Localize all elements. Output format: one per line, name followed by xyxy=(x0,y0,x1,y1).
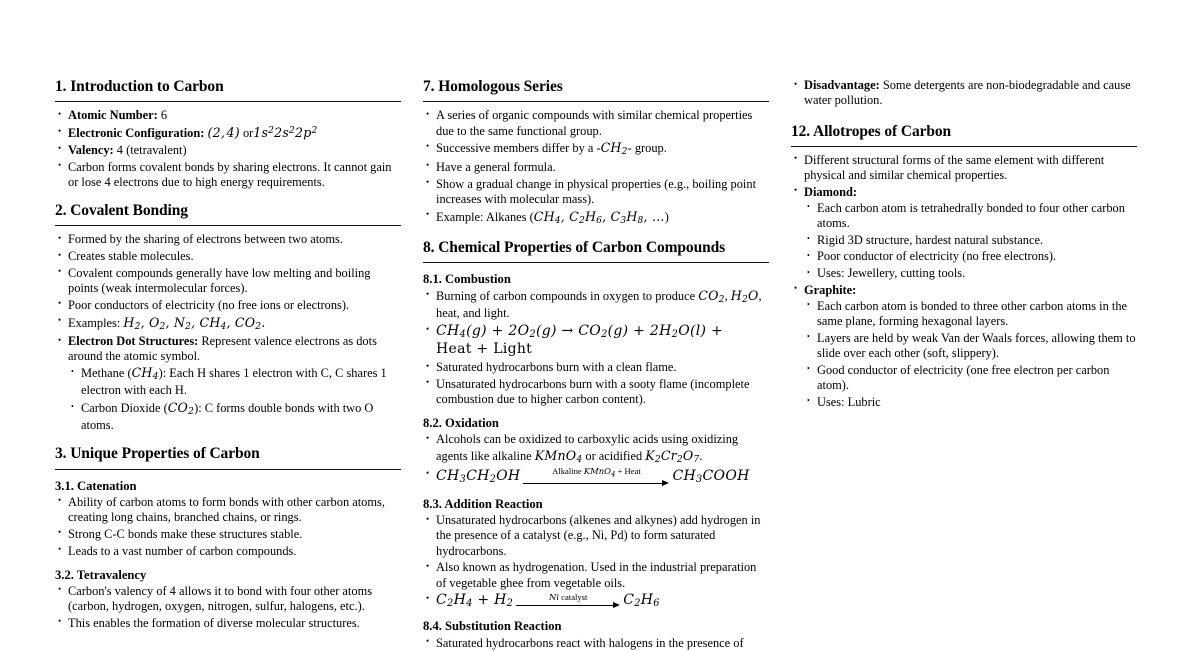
list-item: • Creates stable molecules. xyxy=(55,249,401,264)
bullet-list xyxy=(55,584,401,631)
list-item: • A series of organic compounds with similar chemical properties due to the same functional group. xyxy=(423,108,769,139)
combustion-equation-math: • $CH_4(g) + 2O_2(g) \to CO_2(g) + 2H_2O(l)$ + xyxy=(436,323,724,341)
list-item: • Unsaturated hydrocarbons burn with a sooty flame (incomplete combustion due to higher carbon content). xyxy=(423,377,769,408)
list-item: • Show a gradual change in physical properties (e.g., boiling point increases with molecular mass). xyxy=(423,177,769,208)
methane-formula-math: $CH_4$ xyxy=(131,365,159,383)
sub-bullet-list xyxy=(804,299,1137,410)
section-heading: 12. Allotropes of Carbon xyxy=(791,122,952,140)
list-item xyxy=(791,78,1137,109)
list-item: • Ability of carbon atoms to form bonds with other carbon atoms, creating long chains, branched chains, or rings. xyxy=(55,495,401,526)
sub-item-suffix: ): Each H shares 1 electron with C, C shares 1 electron with each H. xyxy=(81,366,387,398)
section-heading: 8. Chemical Properties of Carbon Compounds xyxy=(423,238,726,256)
section-homologous-series xyxy=(423,78,769,227)
heading-rule xyxy=(423,262,769,263)
sub-list-item: • Uses: Jewellery, cutting tools. xyxy=(804,266,1137,281)
item-prefix: Example: Alkanes ( xyxy=(436,209,534,224)
section-heading: 3. Unique Properties of Carbon xyxy=(55,445,260,463)
sub-bullet-list xyxy=(804,201,1137,282)
sub-item-prefix: Methane ( xyxy=(81,366,132,381)
item-label: Electronic Configuration: xyxy=(68,126,205,141)
item-prefix: Burning of carbon compounds in oxygen to produce xyxy=(436,289,696,304)
examples-formulas-math: $H_2$, $O_2$, $N_2$, $CH_4$, $CO_2$. xyxy=(123,314,266,332)
item-suffix: . xyxy=(699,448,703,463)
bullet-list xyxy=(423,432,769,488)
reaction-arrow-label xyxy=(523,467,669,479)
sub-item-suffix: ): C forms double bonds with two O atoms. xyxy=(81,401,374,433)
subsection-heading-substitution-reaction: 8.4. Substitution Reaction xyxy=(423,619,562,634)
item-prefix: Successive members differ by a - xyxy=(436,141,601,156)
list-item xyxy=(55,125,401,141)
item-label: Valency: xyxy=(68,142,114,157)
bullet-list xyxy=(423,636,769,651)
oxidation-product-math: $CH_3COOH$ xyxy=(672,468,750,486)
bullet-list xyxy=(423,288,769,407)
column-1 xyxy=(55,78,401,630)
arrow-label-reagent: KMnO$_4$ xyxy=(583,466,616,479)
bullet-list xyxy=(791,78,1137,109)
section-unique-properties-of-carbon xyxy=(55,445,401,631)
item-suffix: ) xyxy=(664,209,669,224)
list-item: • Poor conductors of electricity (no free ions or electrons). xyxy=(55,298,401,313)
list-item xyxy=(423,140,769,158)
bullet-list xyxy=(423,108,769,227)
arrow-label-heat: + Heat xyxy=(617,466,641,477)
list-item xyxy=(423,432,769,465)
list-item: • Strong C-C bonds make these structures stable. xyxy=(55,527,401,542)
list-item-diamond xyxy=(791,185,1137,282)
k2cr2o7-formula-math: $K_2Cr_2O_7$ xyxy=(645,447,700,465)
subsection-heading-oxidation: 8.2. Oxidation xyxy=(423,416,499,431)
bullet-list xyxy=(55,495,401,559)
item-middle: or acidified xyxy=(585,448,643,463)
bullet-list xyxy=(423,513,769,610)
item-label: Diamond: xyxy=(804,184,858,199)
reaction-arrow-oxidation xyxy=(523,467,669,488)
subsection-heading-combustion: 8.1. Combustion xyxy=(423,272,511,287)
item-value: 6 xyxy=(160,108,168,123)
list-item-equation xyxy=(423,467,769,488)
item-suffix: , heat, and light. xyxy=(436,289,762,321)
section-allotropes-of-carbon xyxy=(791,123,1137,410)
item-label: Disadvantage: xyxy=(804,78,880,92)
h2o-formula-math: $H_2O$ xyxy=(730,288,759,306)
section-covalent-bonding xyxy=(55,202,401,433)
sub-list-item: • Uses: Lubric xyxy=(804,395,1137,410)
heading-rule xyxy=(55,101,401,102)
list-item: • Leads to a vast number of carbon compounds. xyxy=(55,544,401,559)
heading-rule xyxy=(55,469,401,470)
list-item: • Unsaturated hydrocarbons (alkenes and alkynes) add hydrogen in the presence of a catalyst (e.g., Ni, Pd) to form saturated hydrocarbons. xyxy=(423,513,769,559)
item-value: Some detergents are non-biodegradable and cause water pollution. xyxy=(804,78,1131,108)
sub-list-item: • Each carbon atom is bonded to three other carbon atoms in the same plane, forming hexagonal layers. xyxy=(804,299,1137,330)
subsection-heading-addition-reaction: 8.3. Addition Reaction xyxy=(423,496,543,511)
list-item xyxy=(55,143,401,158)
arrow-glyph-icon xyxy=(523,480,669,488)
list-item: • Carbon's valency of 4 allows it to bond with four other atoms (carbon, hydrogen, oxygen, nitrogen, sulfur, halogens, etc.). xyxy=(55,584,401,615)
alkane-series-math: $CH_4$, $C_2H_6$, $C_3H_8$, … xyxy=(533,208,665,226)
bullet-list xyxy=(791,153,1137,410)
list-item xyxy=(55,334,401,433)
item-suffix: - group. xyxy=(627,141,667,156)
sub-list-item: • Each carbon atom is tetrahedrally bonded to four other carbon atoms. xyxy=(804,201,1137,232)
electron-configuration-math: (2, 4) xyxy=(207,125,240,141)
orbital-notation-math: $1s^22s^22p^2$ xyxy=(253,125,318,141)
list-item-graphite xyxy=(791,283,1137,410)
section-chemical-properties-of-carbon-compounds xyxy=(423,239,769,651)
heading-rule xyxy=(55,225,401,226)
list-item: • This enables the formation of diverse molecular structures. xyxy=(55,616,401,631)
reaction-arrow-addition xyxy=(516,593,620,611)
subsection-heading-catenation: 3.1. Catenation xyxy=(55,478,137,493)
sub-list-item: • Poor conductor of electricity (no free electrons). xyxy=(804,249,1137,264)
list-item: • Carbon forms covalent bonds by sharing electrons. It cannot gain or lose 4 electrons due to high energy requirements. xyxy=(55,160,401,191)
list-item: • Burning of carbon compounds in oxygen to produce $CO_2$, $H_2O$, heat, and light. xyxy=(423,288,769,321)
combustion-equation-math-line2: Heat + Light xyxy=(436,341,533,358)
item-prefix: Examples: xyxy=(68,315,121,330)
co2-formula-math: $CO_2$ xyxy=(698,288,725,306)
heading-rule xyxy=(791,146,1137,147)
list-item xyxy=(423,209,769,227)
addition-product-math: $C_2H_6$ xyxy=(623,592,660,610)
arrow-label-text: Alkaline xyxy=(552,466,582,477)
item-prefix: Alcohols can be oxidized to carboxylic acids using oxidizing agents like alkaline xyxy=(436,432,739,463)
item-label: Atomic Number: xyxy=(68,108,158,123)
conjunction: or xyxy=(242,126,254,141)
column-3 xyxy=(791,78,1137,626)
item-value: Represent valence electrons as dots around the atomic symbol. xyxy=(68,334,377,364)
list-item-equation xyxy=(423,592,769,610)
section-introduction-to-carbon xyxy=(55,78,401,190)
arrow-label-catalyst: Ni xyxy=(549,591,560,602)
sub-list-item: • Good conductor of electricity (one free electron per carbon atom). xyxy=(804,363,1137,394)
subsection-heading-tetravalency: 3.2. Tetravalency xyxy=(55,567,147,582)
addition-reactant-math: $C_2H_4 + H_2$ xyxy=(436,592,514,610)
bullet-list xyxy=(55,108,401,190)
item-label: Electron Dot Structures: xyxy=(68,334,199,349)
sub-item-prefix: Carbon Dioxide ( xyxy=(81,401,168,416)
list-item: • Formed by the sharing of electrons between two atoms. xyxy=(55,232,401,247)
bullet-list xyxy=(55,232,401,433)
sub-list-item xyxy=(68,400,401,433)
section-heading: 1. Introduction to Carbon xyxy=(55,78,224,95)
list-item xyxy=(55,315,401,333)
list-item: • Different structural forms of the same element with different physical and similar chemical properties. xyxy=(791,153,1137,184)
carbon-dioxide-formula-math: $CO_2$ xyxy=(167,400,195,418)
section-heading: 2. Covalent Bonding xyxy=(55,202,188,220)
list-item: • Have a general formula. xyxy=(423,160,769,175)
sub-list-item: • Rigid 3D structure, hardest natural substance. xyxy=(804,233,1137,248)
ch2-group-math: $CH_2$ xyxy=(600,140,628,158)
item-value: 4 (tetravalent) xyxy=(116,142,187,157)
list-item: • Saturated hydrocarbons react with halogens in the presence of xyxy=(423,636,769,651)
item-label: Graphite: xyxy=(804,282,857,297)
column-2 xyxy=(423,78,769,650)
arrow-glyph-icon xyxy=(516,602,620,610)
oxidation-reactant-math: $CH_3CH_2OH$ xyxy=(436,468,521,486)
sub-list-item: • Layers are held by weak Van der Waals forces, allowing them to slide over each other (soft, slippery). xyxy=(804,331,1137,362)
list-item: • Saturated hydrocarbons burn with a clean flame. xyxy=(423,360,769,375)
heading-rule xyxy=(423,101,769,102)
reaction-arrow-label xyxy=(516,593,620,602)
list-item xyxy=(55,108,401,123)
kmno4-formula-math: KMnO$_4$ xyxy=(534,447,583,465)
sub-list-item xyxy=(68,365,401,398)
list-item: • Also known as hydrogenation. Used in the industrial preparation of vegetable ghee from vegetable oils. xyxy=(423,560,769,591)
section-continued-detergents xyxy=(791,78,1137,109)
list-item: • Covalent compounds generally have low melting and boiling points (weak intermolecular forces). xyxy=(55,266,401,297)
three-column-body xyxy=(55,78,1136,650)
section-heading: 7. Homologous Series xyxy=(423,78,563,95)
sub-bullet-list xyxy=(68,365,401,433)
arrow-label-text: catalyst xyxy=(561,591,588,602)
list-item-equation xyxy=(423,323,769,358)
